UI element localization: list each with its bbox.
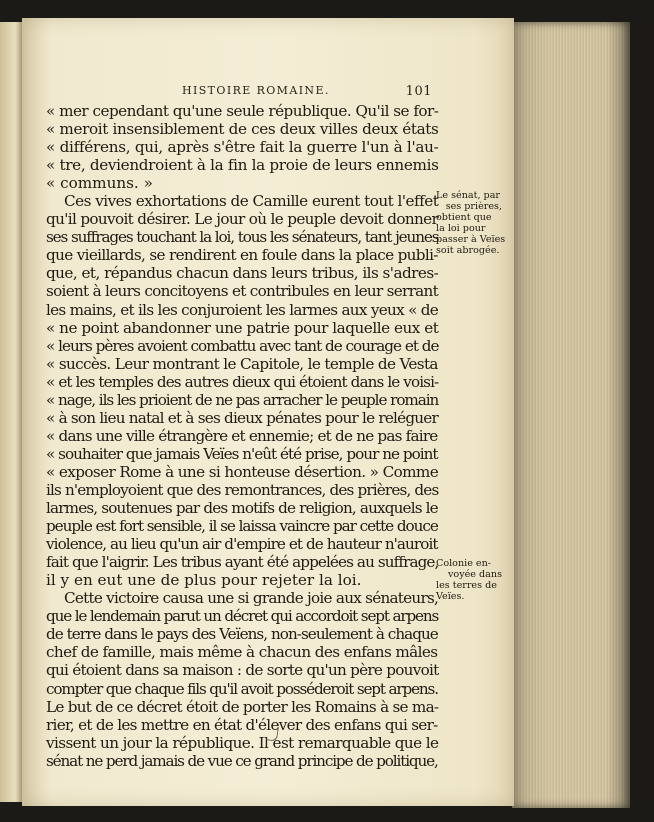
text-line: « exposer Rome à une si honteuse désertion. » Comme [46,462,439,481]
text-line: les mains, et ils les conjuroient les larmes aux yeux « de [46,300,439,319]
text-line: Cette victoire causa une si grande joie aux sénateurs, [64,589,439,608]
text-line: que le lendemain parut un décret qui accordoit sept arpens [46,607,439,626]
margin-note-line: les terres de [436,580,497,591]
text-line: « souhaiter que jamais Veïes n'eût été prise, pour ne point [46,444,438,463]
text-line: sénat ne perd jamais de vue ce grand principe de politique, [46,751,438,770]
text-line: que vieillards, se rendirent en foule dans la place publi- [46,246,438,265]
text-line: compter que chaque fils qu'il avoit posséderoit sept arpens. [46,679,438,698]
page-number: 101 [405,84,432,99]
text-line: « leurs pères avoient combattu avec tant de courage et de [46,336,439,355]
margin-note-line: Le sénat, par [436,190,500,201]
text-line: soient à leurs concitoyens et contribules en leur serrant [46,282,438,301]
text-line: qui étoient dans sa maison : de sorte qu'un père pouvoit [46,661,439,680]
text-line: « et les temples des autres dieux qui étoient dans le voisi- [46,372,439,391]
text-line: de terre dans le pays des Veïens, non-seulement à chaque [46,625,438,644]
text-line: « communs. » [46,174,153,193]
text-line: chef de famille, mais même à chacun des enfans mâles [46,643,438,662]
book-page [22,18,514,806]
text-line: « succès. Leur montrant le Capitole, le temple de Vesta [46,354,438,373]
margin-note-senate [436,190,506,256]
text-line: ses suffrages touchant la loi, tous les sénateurs, tant jeunes [46,228,439,247]
text-line: violence, au lieu qu'un air d'empire et de hauteur n'auroit [46,535,438,554]
text-line: il y en eut une de plus pour rejeter la loi. [46,571,362,590]
text-line: « meroit insensiblement de ces deux villes deux états [46,120,439,139]
margin-note-line: soit abrogée. [436,245,500,256]
facing-page-edge [0,22,22,802]
margin-note-line: obtient que [436,212,492,223]
text-line: « à son lieu natal et à ses dieux pénates pour le reléguer [46,408,438,427]
margin-note-line: la loi pour [436,223,486,234]
text-line: « nage, ils les prioient de ne pas arracher le peuple romain [46,390,439,409]
text-line: fait que l'aigrir. Les tribus ayant été appelées au suffrage, [46,553,439,572]
text-line: que, et, répandus chacun dans leurs tribus, ils s'adres- [46,264,439,283]
margin-note-line: Veïes. [436,591,465,602]
text-line: « dans une ville étrangère et ennemie; et de ne pas faire [46,426,438,445]
running-title: HISTOIRE ROMAINE. [182,84,330,97]
text-line: ils n'employoient que des remontrances, des prières, des [46,480,439,499]
text-line: qu'il pouvoit désirer. Le jour où le peuple devoit donner [46,210,439,229]
text-line: « différens, qui, après s'être fait la guerre l'un à l'au- [46,138,439,157]
margin-note-line: ses prières, [445,201,502,212]
text-line: larmes, soutenues par des motifs de religion, auxquels le [46,499,438,518]
body-text [46,102,438,770]
margin-note-line: passer à Veïes [436,234,506,245]
margin-note-colony [436,558,502,602]
text-line: « ne point abandonner une patrie pour laquelle eux et [46,318,439,337]
text-line: rier, et de les mettre en état d'élever des enfans qui ser- [46,715,438,734]
page-block-shadow [512,22,630,808]
text-line: peuple est fort sensible, il se laissa vaincre par cette douce [46,517,438,536]
text-line: Ces vives exhortations de Camille eurent tout l'effet [64,192,439,211]
text-line: vissent un jour la république. Il est remarquable que le [46,733,439,752]
text-line: « mer cependant qu'une seule république. Qu'il se for- [46,102,439,120]
margin-note-line: voyée dans [448,569,502,580]
page-header [62,84,432,100]
margin-note-line: Colonie en- [436,558,492,569]
text-line: « tre, deviendroient à la fin la proie de leurs ennemis [46,156,439,175]
text-line: Le but de ce décret étoit de porter les Romains à se ma- [46,697,439,716]
